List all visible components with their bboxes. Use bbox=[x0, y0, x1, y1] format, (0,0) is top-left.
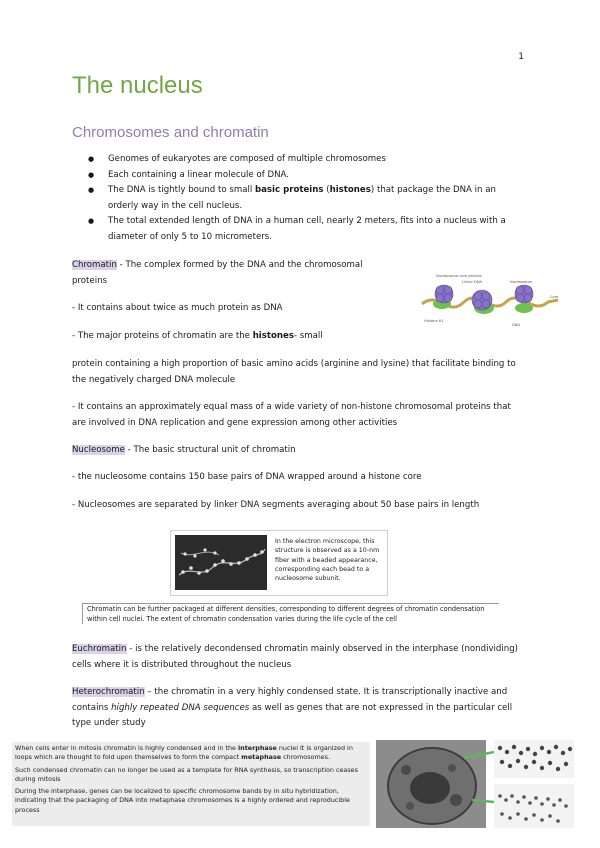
section-subtitle: Chromosomes and chromatin bbox=[72, 124, 269, 141]
chromatin-term: Chromatin bbox=[72, 260, 117, 270]
list-item: ● The DNA is tightly bound to small basic proteins (histones) that package the DNA in an orderly way in the cell nucleus. bbox=[88, 183, 528, 214]
page-number: 1 bbox=[518, 52, 524, 62]
heterochromatin-term: Heterochromatin bbox=[72, 687, 145, 697]
list-item: ● The total extended length of DNA in a human cell, nearly 2 meters, fits into a nucleus with a diameter of only 5 to 10 micrometers. bbox=[88, 214, 528, 245]
label-linker-dna: Linker DNA bbox=[462, 280, 482, 284]
nucleosome-definition: Nucleosome - The basic structural unit of chromatin bbox=[72, 445, 296, 455]
nucleosome-line-3: - Nucleosomes are separated by linker DNA segments averaging about 50 base pairs in length bbox=[72, 500, 480, 510]
mitosis-note-2: Such condensed chromatin can no longer be used as a template for RNA synthesis, so transcription ceases during mitosis bbox=[15, 765, 358, 783]
em-caption: In the electron microscope, this structure is observed as a 10-nm fiber with a beaded appearance, corresponding each bead to a nucleosome subunit. bbox=[275, 537, 383, 583]
mitosis-note-box bbox=[12, 742, 370, 826]
chromatin-line-5: - It contains an approximately equal mass of a wide variety of non-histone chromosomal proteins that are involved in DNA replication and gene expression among other activities bbox=[72, 402, 511, 428]
bullet-list bbox=[88, 152, 528, 246]
em-figure bbox=[170, 530, 388, 596]
label-dna: DNA bbox=[512, 323, 520, 327]
euchromatin-definition: Euchromatin - is the relatively decondensed chromatin mainly observed in the interphase (nondividing) cells where it is distributed throughout the nucleus bbox=[72, 644, 519, 670]
nucleosome-term: Nucleosome bbox=[72, 445, 125, 455]
nucleus-micrograph bbox=[376, 740, 576, 828]
label-core-particle: Nucleosome core particle bbox=[436, 274, 482, 278]
label-nucleosome: Nucleosome bbox=[510, 280, 533, 284]
heterochromatin-definition: Heterochromatin – the chromatin in a very highly condensed state. It is transcriptionally inactive and contains highly repeated DNA sequences as well as genes that are not expressed in the particular cell type under study bbox=[72, 687, 513, 729]
nucleosome-line-2: - the nucleosome contains 150 base pairs of DNA wrapped around a histone core bbox=[72, 472, 422, 482]
chromatin-line-4: protein containing a high proportion of basic amino acids (arginine and lysine) that facilitate binding to the negatively charged DNA molecule bbox=[72, 359, 516, 385]
label-core: Core bbox=[550, 295, 559, 299]
euchromatin-term: Euchromatin bbox=[72, 644, 127, 654]
chromatin-definition: Chromatin - The complex formed by the DNA and the chromosomal proteins bbox=[72, 260, 363, 286]
label-histone-h1: Histone H1 bbox=[424, 319, 444, 323]
packaging-caption: Chromatin can be further packaged at different densities, corresponding to different degrees of chromatin condensation within cell nuclei. The extent of chromatin condensation varies during the life cycle of the cell bbox=[82, 603, 499, 624]
chromatin-line-3: - The major proteins of chromatin are the histones- small bbox=[72, 331, 323, 341]
electron-micrograph bbox=[175, 535, 267, 590]
page-title: The nucleus bbox=[72, 72, 203, 99]
mitosis-note-3: During the interphase, genes can be localized to specific chromosome bands by in situ hybridization, indicating that the packaging of DNA into metaphase chromosomes is a highly ordered and reproducible process bbox=[15, 787, 350, 814]
list-item: ● Each containing a linear molecule of DNA. bbox=[88, 168, 528, 184]
nucleosome-diagram bbox=[420, 270, 560, 330]
list-item: ● Genomes of eukaryotes are composed of multiple chromosomes bbox=[88, 152, 528, 168]
mitosis-note-1: When cells enter in mitosis chromatin is highly condensed and in the interphase nuclei it is organized in loops which are thought to fold upon themselves to form the compact metaphase chromosomes. bbox=[15, 744, 353, 762]
chromatin-line-2: - It contains about twice as much protein as DNA bbox=[72, 303, 283, 313]
